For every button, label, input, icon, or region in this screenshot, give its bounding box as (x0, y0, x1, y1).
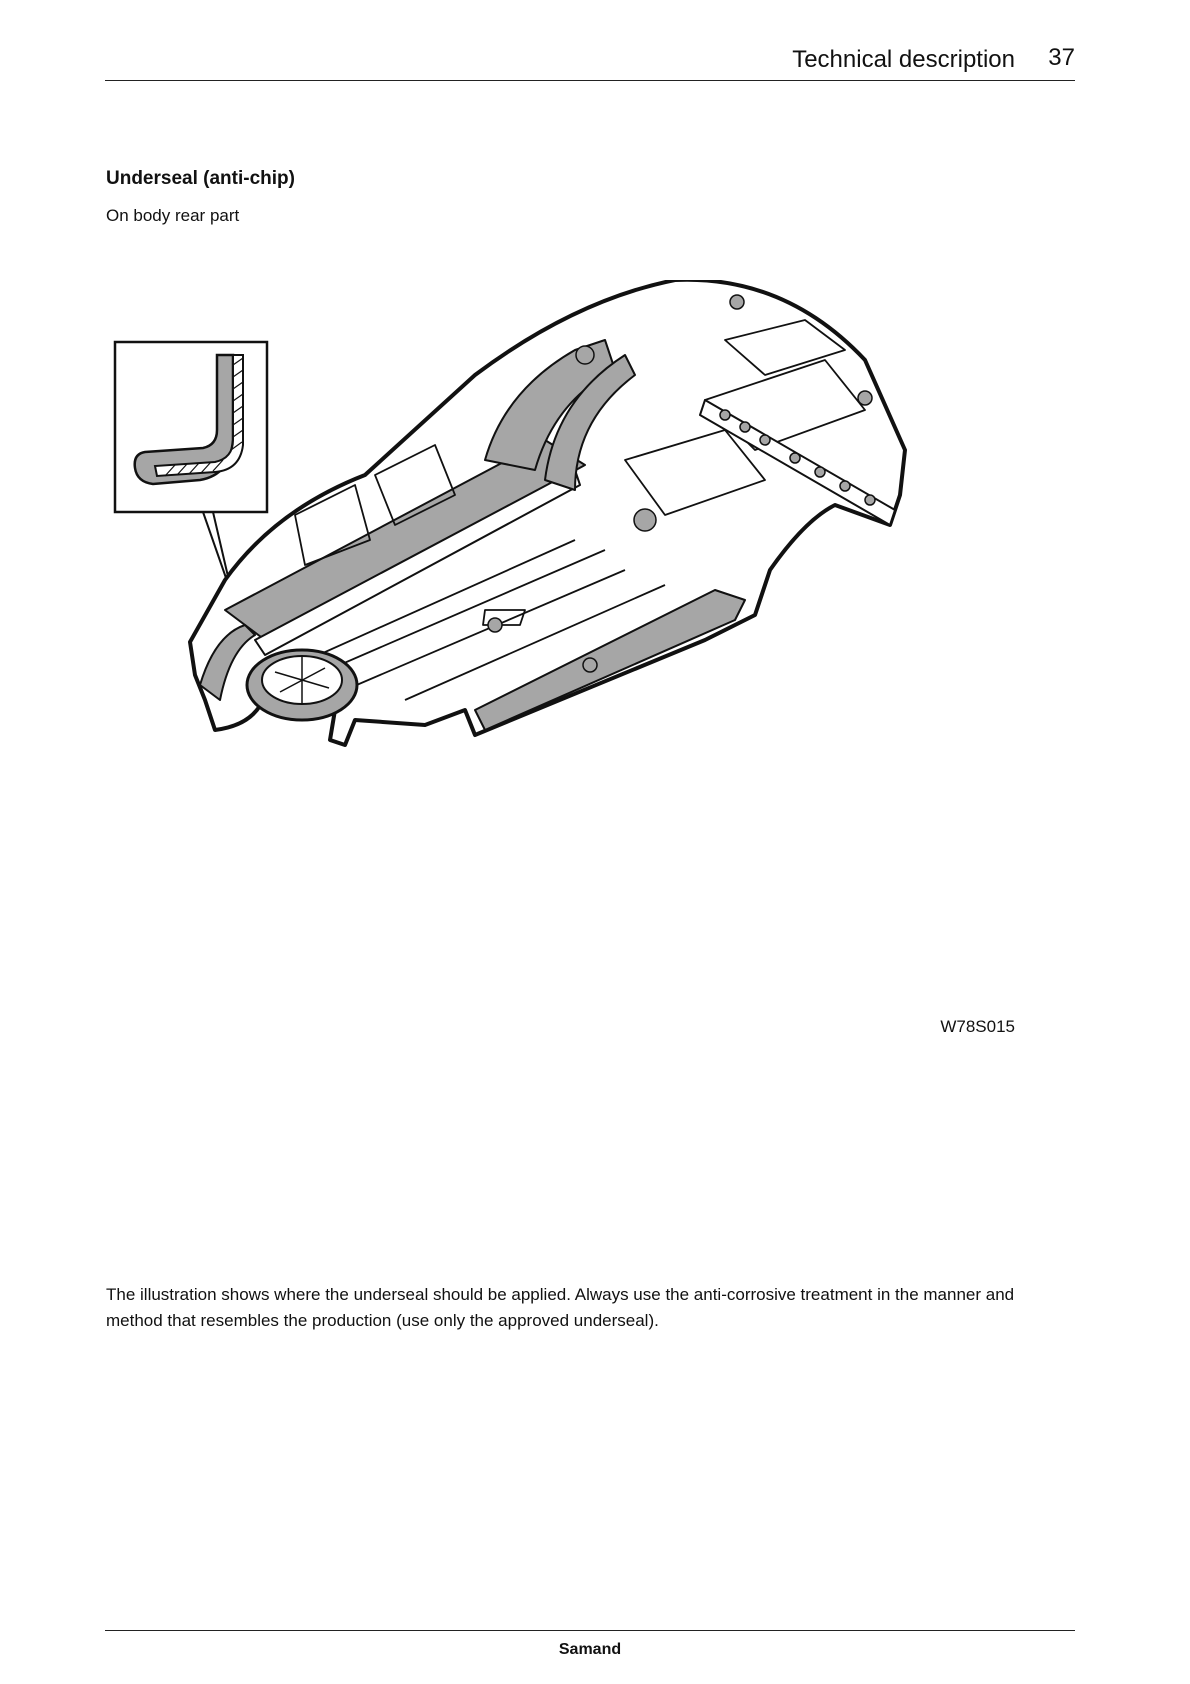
figure-code: W78S015 (940, 1017, 1015, 1036)
page-footer (105, 1630, 1075, 1658)
section-title: Underseal (anti-chip) (106, 168, 295, 189)
header-title: Technical description (792, 46, 1015, 73)
car-underbody (190, 280, 905, 745)
page-header (105, 40, 1075, 81)
footer-brand: Samand (558, 1641, 622, 1658)
underbody-illustration (105, 280, 1005, 820)
page-number: 37 (1048, 44, 1075, 71)
body-paragraph: The illustration shows where the underseal should be applied. Always use the anti-corrosive treatment in the manner and method that resembles the production (use only the approved underseal). (106, 1285, 1015, 1330)
section-subtitle: On body rear part (106, 206, 240, 225)
